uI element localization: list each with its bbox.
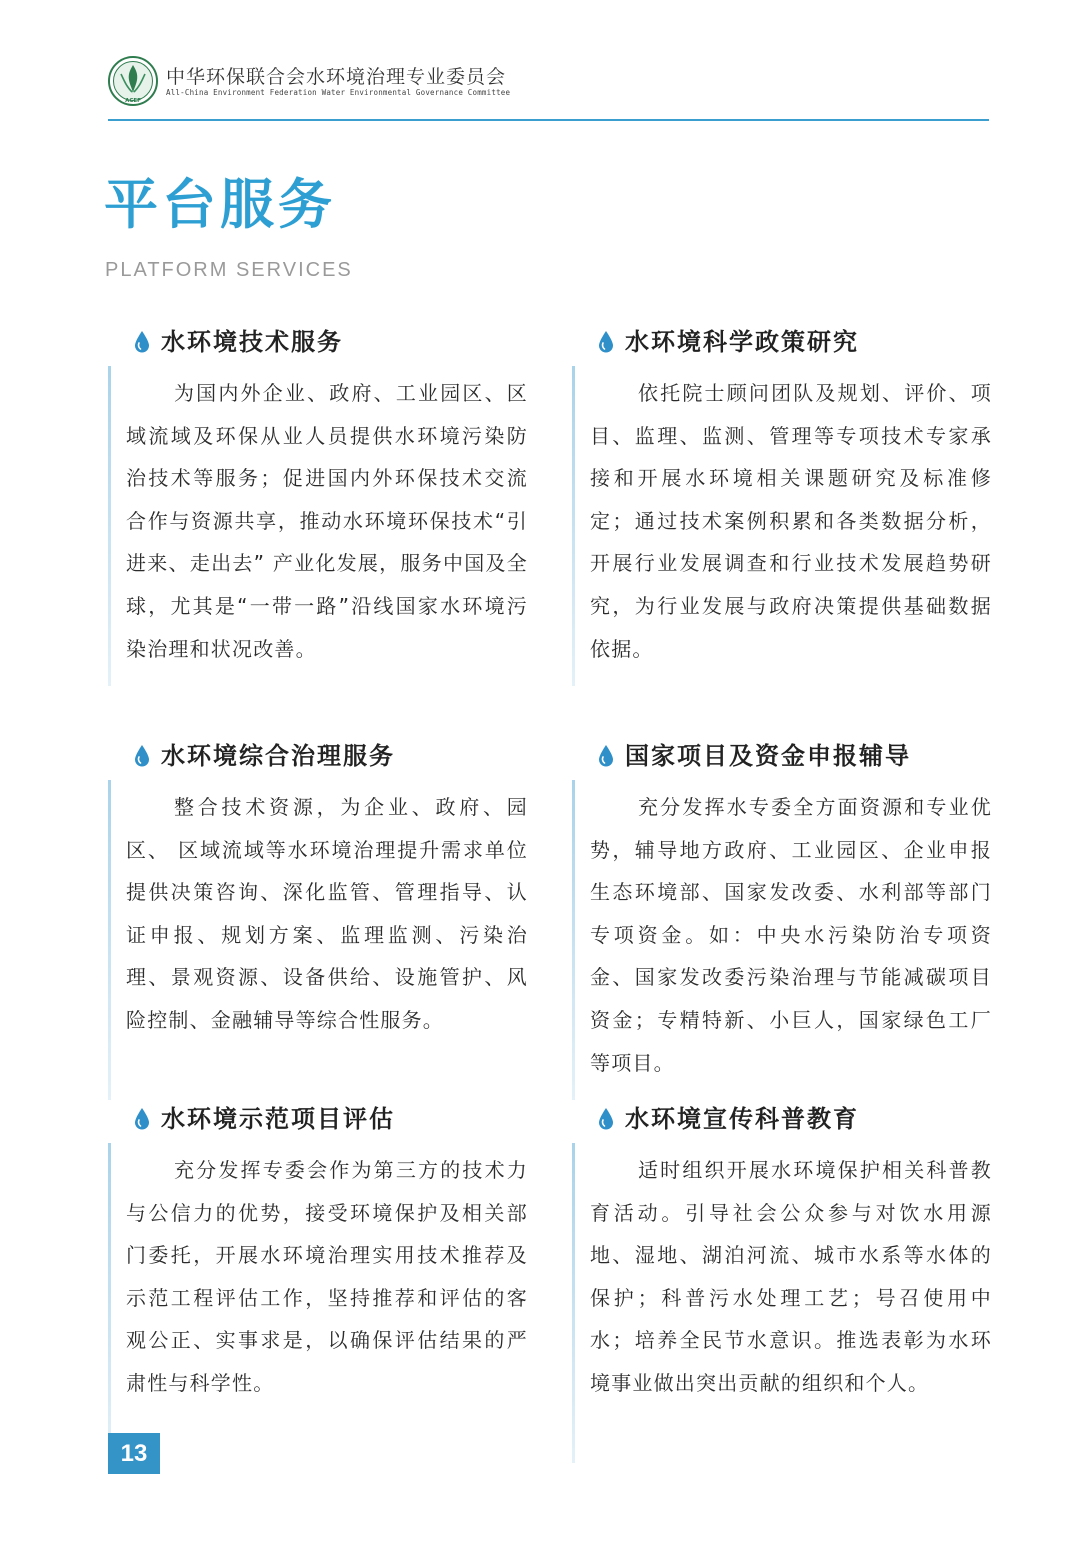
page-title: 平台服务 [104,173,336,236]
section-accent-bar [572,366,575,686]
organization-name-en: All-China Environment Federation Water Environmental Governance Committee [166,88,511,97]
water-drop-icon [597,744,615,768]
section-header [133,740,543,772]
page-subtitle: PLATFORM SERVICES [105,259,353,281]
acef-emblem-icon [108,56,158,106]
page-number: 13 [120,1440,148,1467]
section-paragraph: 为国内外企业、政府、工业园区、区域流域及环保从业人员提供水环境污染防治技术等服务；促进国内外环保技术交流合作与资源共享，推动水环境环保技术“引进来、走出去” 产业化发展，服务中国及全球，尤其是“一带一路”沿线国家水环境污染治理和状况改善。 [126,381,528,661]
section-paragraph: 适时组织开展水环境保护相关科普教育活动。引导社会公众参与对饮水用源地、湿地、湖泊河流、城市水系等水体的保护；科普污水处理工艺；号召使用中水；培养全民节水意识。推选表彰为水环境事业做出突出贡献的组织和个人。 [590,1158,992,1395]
section-accent-bar [108,366,111,686]
section-title: 国家项目及资金申报辅导 [625,742,911,770]
water-drop-icon [133,1107,151,1131]
water-drop-icon [597,1107,615,1131]
section-title: 水环境技术服务 [161,328,343,356]
logo-text: ACEF [125,98,141,104]
water-drop-icon [133,330,151,354]
section-body [590,786,992,1084]
section-body [126,372,528,670]
organization-name-cn: 中华环保联合会水环境治理专业委员会 [166,66,507,88]
section-header [133,326,543,358]
section-accent-bar [108,780,111,1100]
section-paragraph: 整合技术资源，为企业、政府、园区、 区域流域等水环境治理提升需求单位提供决策咨询、深化监管、管理指导、认证申报、规划方案、监理监测、污染治理、景观资源、设备供给、设施管护、风险控制、金融辅导等综合性服务。 [126,795,528,1032]
section-header [597,326,1007,358]
section-body [590,1149,992,1405]
section-header [133,1103,543,1135]
section-title: 水环境科学政策研究 [625,328,859,356]
section-body [126,786,528,1042]
section-accent-bar [572,1143,575,1463]
section-body [590,372,992,670]
section-header [597,740,1007,772]
page-number-badge [108,1433,160,1474]
water-drop-icon [133,744,151,768]
header-divider [108,119,989,121]
section-accent-bar [572,780,575,1100]
section-title: 水环境示范项目评估 [161,1105,395,1133]
section-title: 水环境综合治理服务 [161,742,395,770]
section-body [126,1149,528,1405]
section-paragraph: 充分发挥水专委全方面资源和专业优势，辅导地方政府、工业园区、企业申报生态环境部、国家发改委、水利部等部门专项资金。如：中央水污染防治专项资金、国家发改委污染治理与节能减碳项目资金；专精特新、小巨人，国家绿色工厂等项目。 [590,795,992,1075]
page-header [108,54,989,122]
water-drop-icon [597,330,615,354]
section-title: 水环境宣传科普教育 [625,1105,859,1133]
section-paragraph: 充分发挥专委会作为第三方的技术力与公信力的优势，接受环境保护及相关部门委托，开展水环境治理实用技术推荐及示范工程评估工作，坚持推荐和评估的客观公正、实事求是，以确保评估结果的严肃性与科学性。 [126,1158,528,1395]
section-accent-bar [108,1143,111,1463]
section-paragraph: 依托院士顾问团队及规划、评价、项目、监理、监测、管理等专项技术专家承接和开展水环境相关课题研究及标准修定；通过技术案例积累和各类数据分析，开展行业发展调查和行业技术发展趋势研究，为行业发展与政府决策提供基础数据依据。 [590,381,992,661]
section-header [597,1103,1007,1135]
